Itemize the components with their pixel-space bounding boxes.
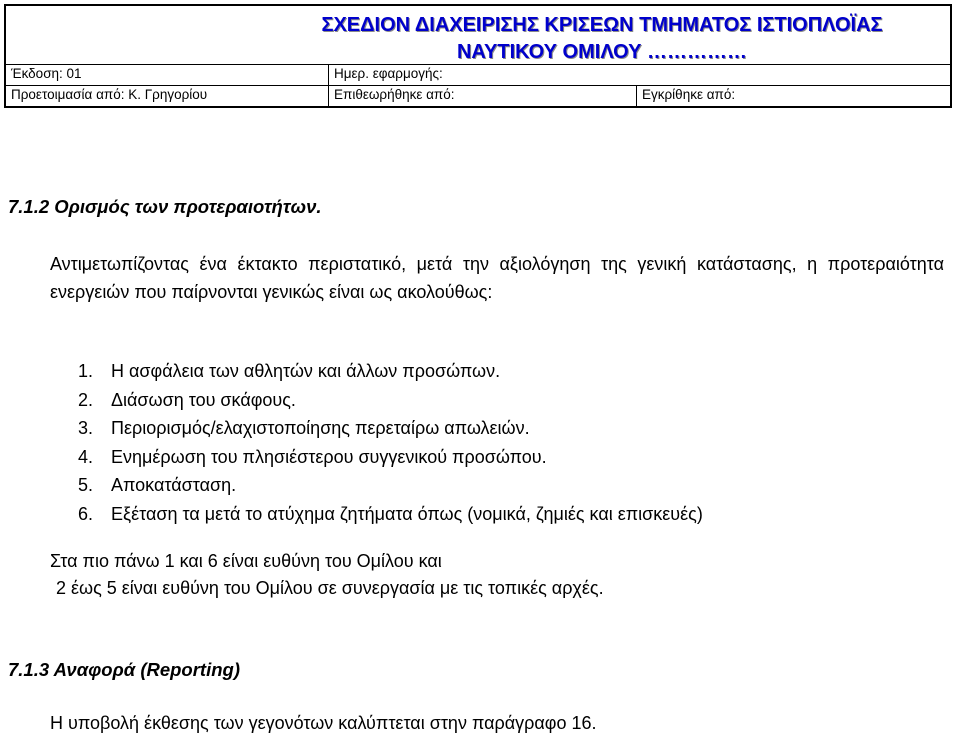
section-heading-7-1-2: 7.1.2 Ορισμός των προτεραιοτήτων. <box>8 196 322 217</box>
document-title <box>252 12 952 66</box>
list-item: 2. Διάσωση του σκάφους. <box>78 389 296 410</box>
intro-paragraph: Αντιμετωπίζοντας ένα έκτακτο περιστατικό, μετά την αξιολόγηση της γενική κατάστασης, η προτεραιότητα ενεργειών που παίρνονται γενικώς είναι ως ακολούθως: <box>50 254 944 302</box>
prepared-by-field: Προετοιμασία από: Κ. Γρηγορίου <box>11 87 208 102</box>
header-column-divider <box>328 64 329 106</box>
header-divider <box>6 85 950 86</box>
reviewed-by-field: Επιθεωρήθηκε από: <box>334 87 455 102</box>
title-line-1: ΣΧΕΔΙΟΝ ΔΙΑΧΕΙΡΙΣΗΣ ΚΡΙΣΕΩΝ ΤΜΗΜΑΤΟΣ ΙΣΤΙΟΠΛΟΪΑΣ <box>321 14 883 36</box>
section-heading-7-1-3: 7.1.3 Αναφορά (Reporting) <box>8 659 240 680</box>
edition-field: Έκδοση: 01 <box>11 66 82 81</box>
document-header <box>4 4 952 108</box>
application-date-field: Ημερ. εφαρμογής: <box>334 66 443 81</box>
header-divider <box>6 64 950 65</box>
list-item: 6. Εξέταση τα μετά το ατύχημα ζητήματα όπως (νομικά, ζημιές και επισκευές) <box>78 503 703 524</box>
approved-by-field: Εγκρίθηκε από: <box>642 87 736 102</box>
responsibility-line-2: 2 έως 5 είναι ευθύνη του Ομίλου σε συνεργασία με τις τοπικές αρχές. <box>56 578 604 598</box>
responsibility-line-1: Στα πιο πάνω 1 και 6 είναι ευθύνη του Ομίλου και <box>50 551 442 571</box>
title-line-2: ΝΑΥΤΙΚΟΥ ΟΜΙΛΟΥ …………… <box>456 41 748 63</box>
list-item: 5. Αποκατάσταση. <box>78 475 237 495</box>
header-column-divider <box>636 85 637 106</box>
list-item: 1. Η ασφάλεια των αθλητών και άλλων προσώπων. <box>78 361 501 381</box>
list-item: 4. Ενημέρωση του πλησιέστερου συγγενικού προσώπου. <box>78 446 547 467</box>
priority-list <box>78 357 703 528</box>
list-item: 3. Περιορισμός/ελαχιστοποίησης περεταίρω απωλειών. <box>78 418 530 438</box>
reporting-paragraph: Η υποβολή έκθεσης των γεγονότων καλύπτεται στην παράγραφο 16. <box>50 713 597 733</box>
